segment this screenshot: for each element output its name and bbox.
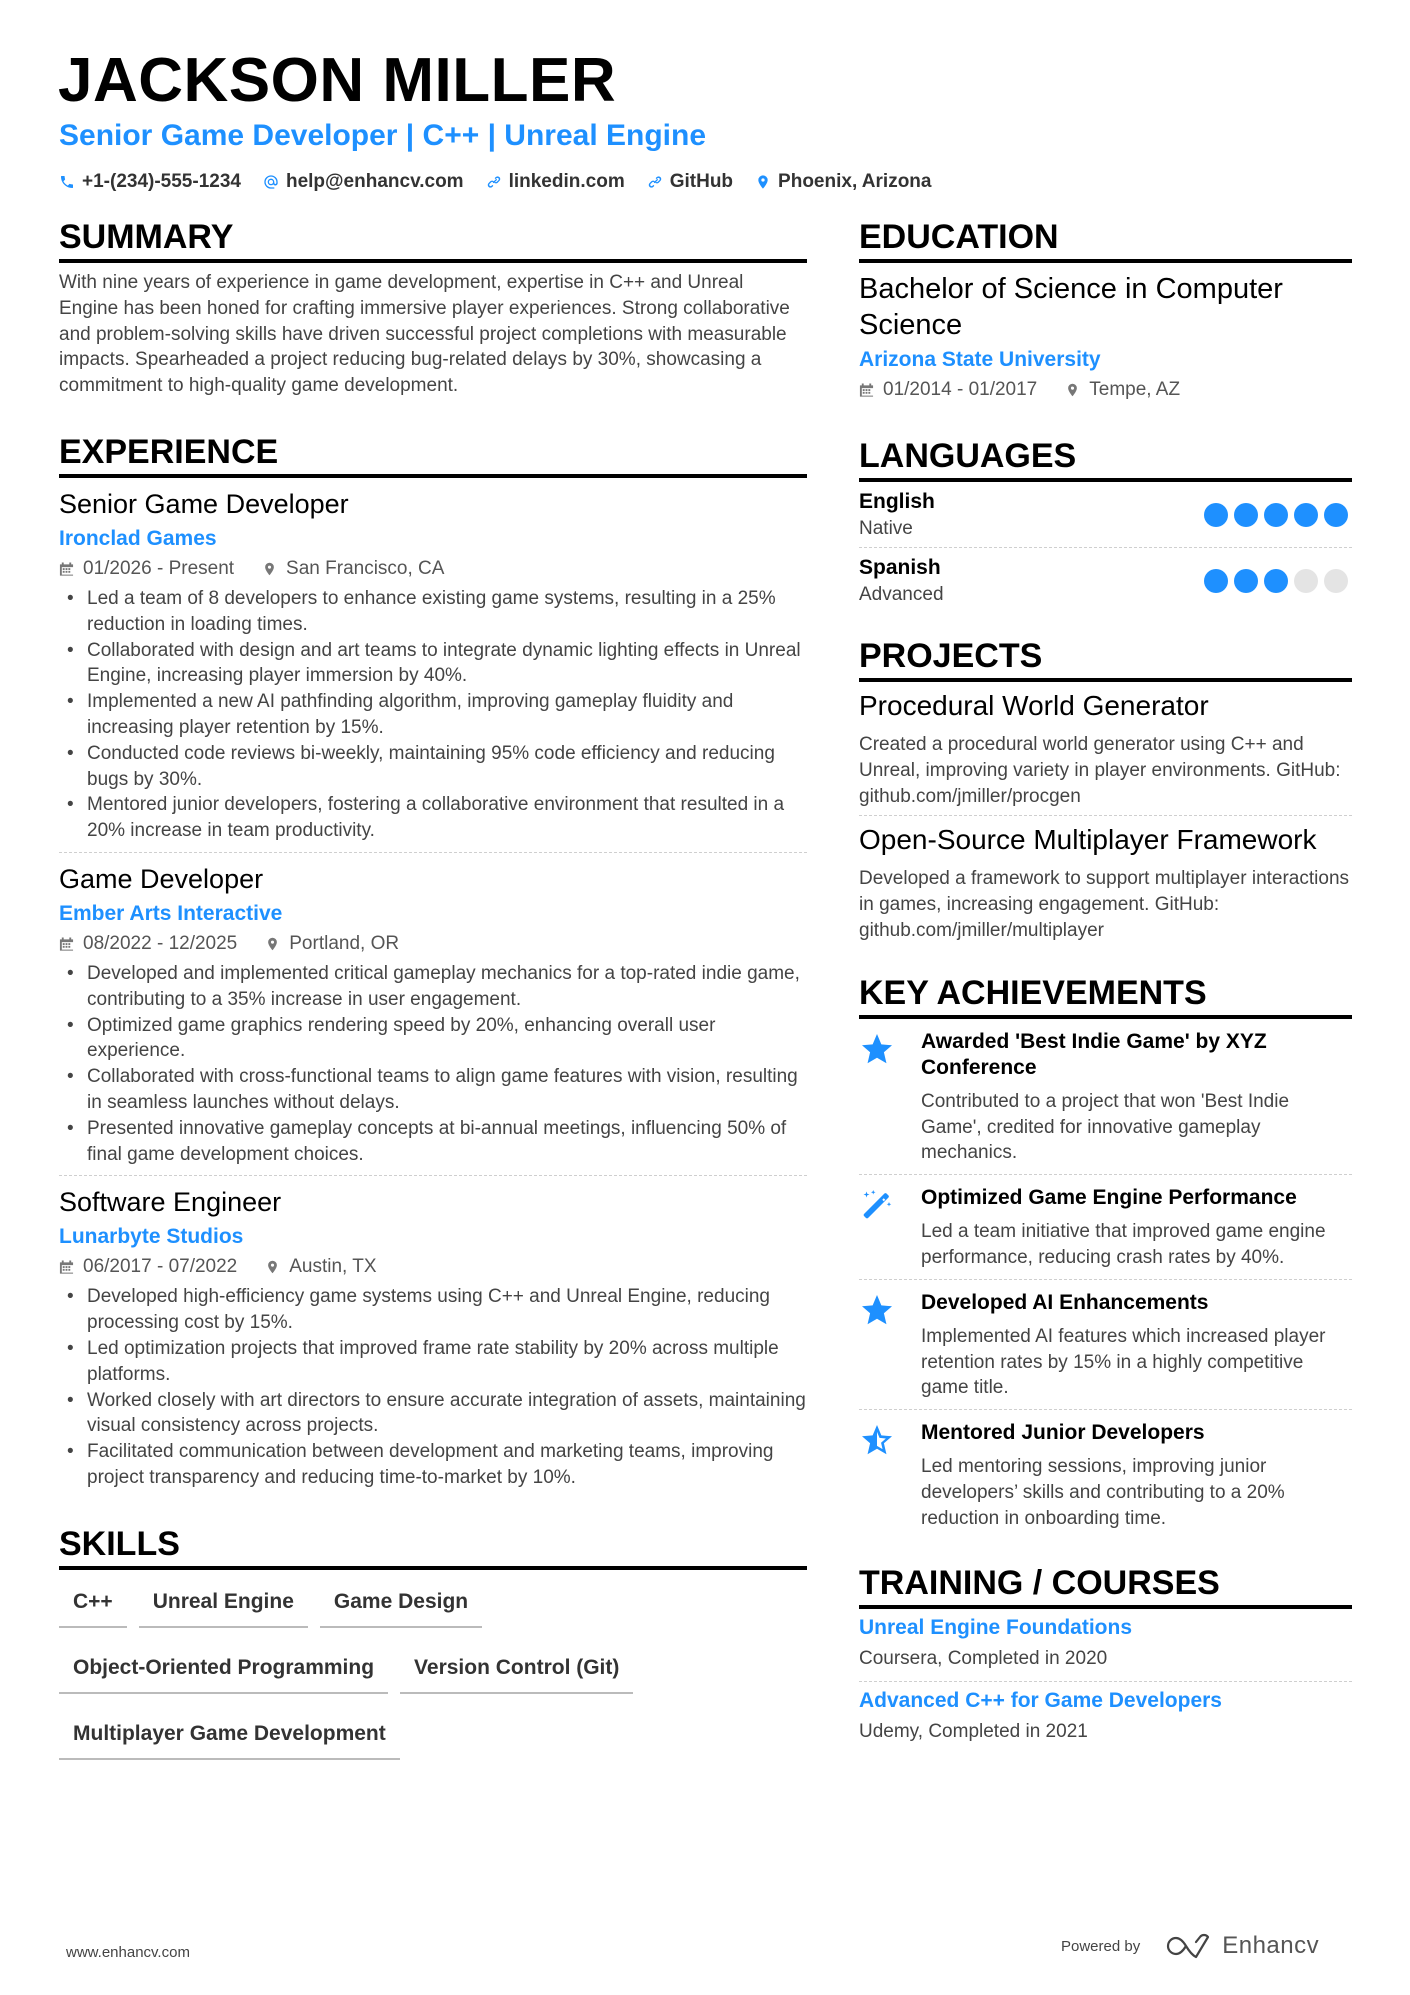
job-meta: [59, 1252, 807, 1282]
achievement-title: Developed AI Enhancements: [921, 1290, 1209, 1314]
company-name: Lunarbyte Studios: [59, 1225, 244, 1249]
contact-email[interactable]: [263, 168, 464, 196]
experience-entry: [59, 853, 807, 1176]
job-location: [265, 1252, 376, 1282]
footer-website[interactable]: www.enhancv.com: [66, 1944, 190, 1961]
project-title: Open-Source Multiplayer Framework: [859, 824, 1317, 856]
language-name: Spanish: [859, 556, 941, 579]
section-title-skills: SKILLS: [59, 1523, 807, 1570]
bullet-item: • Collaborated with cross-functional teams to align game features with vision, resulting in seamless launches without delays.: [59, 1064, 807, 1116]
calendar-icon: [59, 561, 74, 577]
achievement-title: Optimized Game Engine Performance: [921, 1186, 1297, 1210]
language-level: Native: [859, 518, 913, 539]
project-entry: [859, 816, 1352, 949]
job-dates: [59, 554, 234, 584]
job-bullets: [59, 1284, 807, 1490]
star-icon: [859, 1031, 895, 1067]
training-section: [859, 1562, 1352, 1754]
location-pin-icon: [265, 1259, 280, 1275]
project-description: Developed a framework to support multiplayer interactions in games, increasing engagement. GitHub: github.com/jmiller/multiplayer: [859, 868, 1350, 941]
powered-by-label: Powered by: [1061, 1937, 1141, 1955]
language-level: Advanced: [859, 584, 944, 605]
contact-phone[interactable]: [59, 168, 241, 196]
summary-text: With nine years of experience in game development, expertise in C++ and Unreal Engine has been honed for crafting immersive player experiences. Strong collaborative and problem-solving skills have driven successful project completions with measurable impacts. Spearheaded a project reducing bug-related delays by 30%, showcasing a commitment to high-quality game development.: [59, 272, 790, 397]
job-title: Game Developer: [59, 863, 264, 894]
language-rating: [1204, 503, 1348, 527]
achievement-entry: [859, 1280, 1352, 1410]
job-location-text: San Francisco, CA: [286, 557, 445, 579]
education-meta: [859, 375, 1352, 405]
job-location: [265, 929, 399, 959]
bullet-item: • Implemented a new AI pathfinding algorithm, improving gameplay fluidity and increasing player retention by 15%.: [59, 689, 807, 741]
job-location-text: Portland, OR: [289, 932, 400, 954]
contact-bar: [59, 168, 931, 196]
job-location: [262, 554, 444, 584]
course-subtitle: Coursera, Completed in 2020: [859, 1647, 1108, 1669]
skill-chip: Object-Oriented Programming: [59, 1642, 388, 1694]
job-bullets: [59, 961, 807, 1167]
link-icon: [486, 174, 502, 190]
achievement-entry: [859, 1175, 1352, 1280]
course-entry: [859, 1682, 1352, 1754]
skills-section: [59, 1523, 807, 1774]
right-column: [859, 216, 1352, 1776]
job-title: Software Engineer: [59, 1187, 282, 1218]
section-title-experience: EXPERIENCE: [59, 431, 807, 478]
calendar-icon: [59, 1259, 74, 1275]
calendar-icon: [859, 382, 874, 398]
half-star-icon: [859, 1422, 895, 1458]
project-title: Procedural World Generator: [859, 690, 1209, 721]
job-dates-text: 06/2017 - 07/2022: [83, 1256, 238, 1278]
language-entry: [859, 548, 1352, 613]
course-title: Advanced C++ for Game Developers: [859, 1688, 1222, 1712]
skill-chip: Multiplayer Game Development: [59, 1708, 400, 1760]
job-dates-text: 01/2026 - Present: [83, 557, 235, 579]
job-location-text: Austin, TX: [289, 1256, 377, 1278]
bullet-item: • Led optimization projects that improved frame rate stability by 20% across multiple platforms.: [59, 1336, 807, 1388]
skill-chip: C++: [59, 1576, 127, 1628]
enhancv-logo-icon: [1164, 1933, 1212, 1959]
section-title-education: EDUCATION: [859, 216, 1352, 263]
school-name: Arizona State University: [859, 348, 1101, 371]
section-title-training: TRAINING / COURSES: [859, 1562, 1352, 1609]
experience-entry: [59, 1176, 807, 1498]
rating-dot-filled: [1264, 503, 1288, 527]
brand-logo[interactable]: [1164, 1932, 1319, 1960]
left-column: [59, 216, 807, 1796]
contact-location: [755, 168, 931, 196]
location-pin-icon: [755, 174, 771, 190]
section-title-projects: PROJECTS: [859, 635, 1352, 682]
bullet-item: • Worked closely with art directors to ensure accurate integration of assets, maintaining visual consistency across projects.: [59, 1388, 807, 1440]
rating-dot-filled: [1204, 569, 1228, 593]
education-dates: [859, 375, 1037, 405]
experience-entry: [59, 478, 807, 853]
section-title-summary: SUMMARY: [59, 216, 807, 263]
at-icon: [263, 174, 279, 190]
contact-linkedin-text: linkedin.com: [508, 171, 625, 192]
job-meta: [59, 554, 807, 584]
job-bullets: [59, 586, 807, 844]
summary-section: [59, 216, 807, 399]
company-name: Ironclad Games: [59, 526, 217, 550]
contact-phone-text: +1-(234)-555-1234: [82, 171, 241, 192]
rating-dot-empty: [1294, 569, 1318, 593]
bullet-item: • Facilitated communication between development and marketing teams, improving project transparency and reducing time-to-market by 10%.: [59, 1439, 807, 1491]
job-meta: [59, 929, 807, 959]
job-dates: [59, 929, 237, 959]
bullet-item: • Developed high-efficiency game systems using C++ and Unreal Engine, reducing processing cost by 15%.: [59, 1284, 807, 1336]
language-name: English: [859, 490, 935, 513]
contact-email-text: help@enhancv.com: [285, 171, 464, 192]
brand-name: Enhancv: [1222, 1932, 1320, 1959]
contact-github[interactable]: [647, 168, 733, 196]
achievement-description: Implemented AI features which increased player retention rates by 15% in a highly competitive game title.: [921, 1325, 1326, 1399]
project-description: Created a procedural world generator using C++ and Unreal, improving variety in player environments. GitHub: github.com/jmiller/procgen: [859, 734, 1341, 807]
phone-icon: [59, 174, 75, 190]
skill-chip: Unreal Engine: [139, 1576, 308, 1628]
projects-section: [859, 635, 1352, 950]
calendar-icon: [59, 936, 74, 952]
achievement-entry: [859, 1410, 1352, 1539]
bullet-item: • Led a team of 8 developers to enhance existing game systems, resulting in a 25% reduction in loading times.: [59, 586, 807, 638]
rating-dot-empty: [1324, 569, 1348, 593]
rating-dot-filled: [1234, 569, 1258, 593]
course-entry: [859, 1609, 1352, 1682]
footer-branding: [1061, 1932, 1319, 1960]
achievement-description: Led a team initiative that improved game engine performance, reducing crash rates by 40%.: [921, 1221, 1326, 1268]
rating-dot-filled: [1324, 503, 1348, 527]
achievements-section: [859, 972, 1352, 1540]
course-subtitle: Udemy, Completed in 2021: [859, 1720, 1088, 1742]
bullet-item: • Mentored junior developers, fostering a collaborative environment that resulted in a 20% increase in team productivity.: [59, 792, 807, 844]
bullet-item: • Developed and implemented critical gameplay mechanics for a top-rated indie game, contributing to a 35% increase in user engagement.: [59, 961, 807, 1013]
bullet-item: • Collaborated with design and art teams to integrate dynamic lighting effects in Unreal Engine, increasing player immersion by 40%.: [59, 638, 807, 690]
rating-dot-filled: [1204, 503, 1228, 527]
rating-dot-filled: [1264, 569, 1288, 593]
experience-section: [59, 431, 807, 1499]
company-name: Ember Arts Interactive: [59, 901, 283, 925]
achievement-description: Contributed to a project that won 'Best Indie Game', credited for innovative gameplay mechanics.: [921, 1090, 1290, 1164]
section-title-languages: LANGUAGES: [859, 435, 1352, 482]
link-icon: [647, 174, 663, 190]
magic-wand-icon: [859, 1187, 895, 1223]
location-pin-icon: [1065, 382, 1080, 398]
bullet-item: • Presented innovative gameplay concepts at bi-annual meetings, influencing 50% of final game development choices.: [59, 1116, 807, 1168]
degree-title: Bachelor of Science in Computer Science: [859, 273, 1283, 341]
skills-list: [59, 1576, 807, 1774]
star-icon: [859, 1292, 895, 1328]
education-location: [1065, 375, 1180, 405]
course-title: Unreal Engine Foundations: [859, 1615, 1133, 1639]
language-entry: [859, 482, 1352, 548]
candidate-name: JACKSON MILLER: [58, 46, 617, 115]
project-entry: [859, 682, 1352, 816]
rating-dot-filled: [1294, 503, 1318, 527]
candidate-headline: Senior Game Developer | C++ | Unreal Engine: [59, 119, 707, 152]
job-dates-text: 08/2022 - 12/2025: [83, 932, 238, 954]
contact-github-text: GitHub: [669, 171, 734, 192]
bullet-item: • Optimized game graphics rendering speed by 20%, enhancing overall user experience.: [59, 1013, 807, 1065]
languages-section: [859, 435, 1352, 613]
bullet-item: • Conducted code reviews bi-weekly, maintaining 95% code efficiency and reducing bugs by 30%.: [59, 741, 807, 793]
achievement-entry: [859, 1019, 1352, 1175]
language-rating: [1204, 569, 1348, 593]
contact-location-text: Phoenix, Arizona: [778, 171, 932, 192]
education-section: [859, 216, 1352, 405]
location-pin-icon: [265, 936, 280, 952]
skill-chip: Game Design: [320, 1576, 482, 1628]
education-dates-text: 01/2014 - 01/2017: [883, 379, 1038, 400]
section-title-achievements: KEY ACHIEVEMENTS: [859, 972, 1352, 1019]
contact-linkedin[interactable]: [486, 168, 625, 196]
location-pin-icon: [262, 561, 277, 577]
job-dates: [59, 1252, 237, 1282]
job-title: Senior Game Developer: [59, 488, 349, 519]
rating-dot-filled: [1234, 503, 1258, 527]
achievement-title: Awarded 'Best Indie Game' by XYZ Conference: [921, 1029, 1267, 1079]
achievement-description: Led mentoring sessions, improving junior developers’ skills and contributing to a 20% reduction in onboarding time.: [921, 1456, 1285, 1529]
education-location-text: Tempe, AZ: [1089, 379, 1181, 400]
skill-chip: Version Control (Git): [400, 1642, 633, 1694]
achievement-title: Mentored Junior Developers: [921, 1421, 1205, 1445]
